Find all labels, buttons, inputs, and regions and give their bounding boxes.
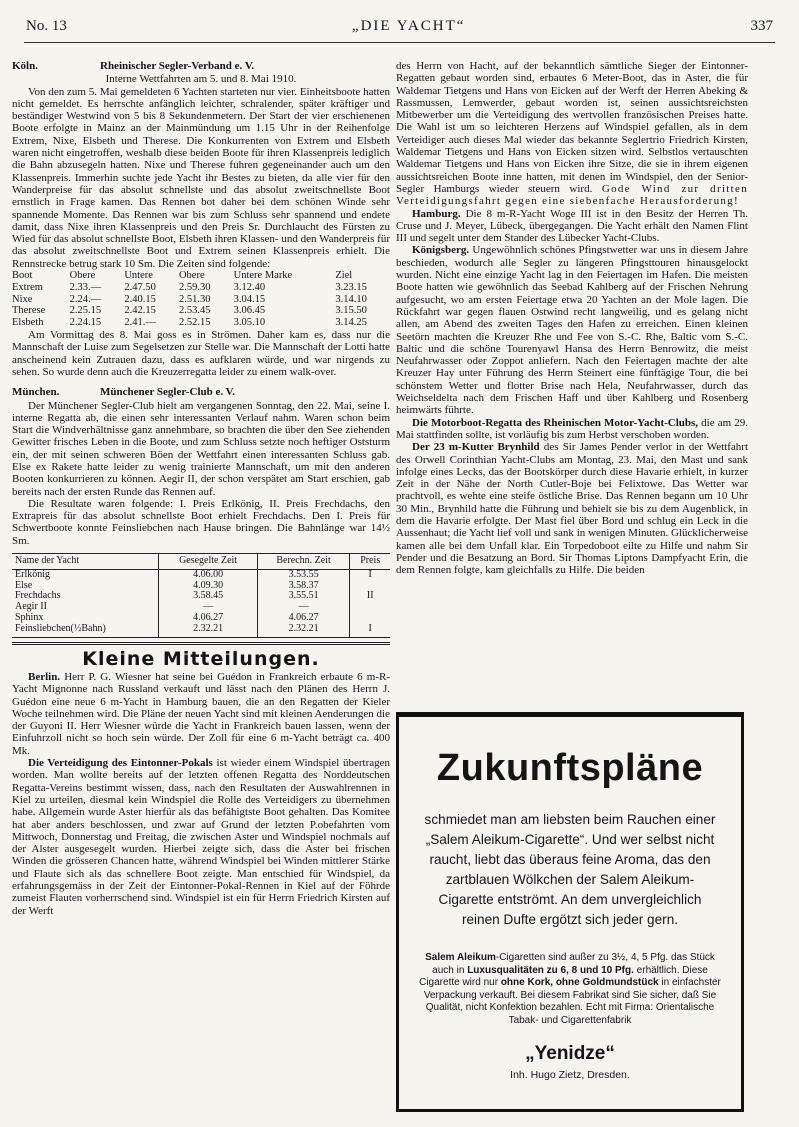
times-cell: 2.47.50: [124, 281, 156, 293]
results-cell: Aegir II: [15, 601, 47, 613]
muenchen-results-table: [12, 553, 390, 638]
koeln-times-table: [12, 270, 390, 329]
results-cell: II: [350, 591, 390, 602]
times-cell: 3.12.40: [233, 281, 266, 293]
city-hamburg: Hamburg.: [412, 207, 461, 220]
times-cell: 3.05.10: [233, 317, 266, 329]
city-koeln: Köln.: [12, 60, 38, 72]
times-header-cell: Ziel: [335, 270, 353, 282]
journal-title: „DIE YACHT“: [351, 18, 466, 34]
results-cell: 4.09.30: [159, 581, 257, 592]
city-muenchen: München.: [12, 386, 60, 399]
ad-brand: „Yenidze“: [525, 1043, 615, 1064]
ad-brand-small: Salem Aleikum: [425, 952, 496, 963]
page-number: 337: [750, 18, 773, 34]
times-header-cell: Untere Marke: [233, 270, 293, 282]
muenchen-heading: [12, 386, 390, 398]
muenchen-paragraph: Der Münchener Segler-Club hielt am vergangenen Sonntag, den 22. Mai, seine I. interne Regatta ab, die einen sehr interessanten Verlauf nahm. Waren schon beim Start die Windverhältnisse ganz annehmbare, so brachten die über den See ziehenden Gewitter frisches Leben in die Boote, und zum Schluss setzte noch heftiger Oststurm ein, der mit seinen schweren Böen der Wettfahrt einen interessanten Schluss gab. Else ex Rakete hatte leider zu wenig trainierte Mannschaft, um mit den anderen Booten konkurrieren zu können. Aegir II, der schon verspätet am Start erschien, gab bereits nach der ersten Runde das Rennen auf.: [12, 399, 390, 498]
ad-small-text: erhältlich. Diese Cigarette wird nur: [419, 964, 708, 988]
hamburg-text: Die 8 m-R-Yacht Woge III ist in den Besitz der Herren Th. Cruse und J. Meyer, Lübeck, übergegangen. Die Yacht erhält den Namen Flint III und segelt unter dem Stander des Lübecker Yacht-Clubs.: [396, 207, 748, 245]
kutter-text: des Sir James Pender verlor in der Wettfahrt des Orwell Corinthian Yacht-Clubs am Montag, 23. Mai, den Mast und sank infolge eines Lecks, das der Bootskörper durch diese Havarie erhielt, in kurzer Zeit in der Nähe der North Cutler-Boje bei Felixtowe. Das Wetter war prachtvoll, es wehte eine steife östliche Brise. Das Rennen begann um 10 Uhr 30 Min., Brynhild hatte die Führung und behielt sie bis zu dem Augenblick, in dem die Havarie erfolgte. Der Mast fiel über Bord und schlug ein Leck in die Aussenhaut; die Yacht lief voll und sank in wenigen Minuten. Glücklicherweise kamen alle bei dem Unfall klar. Ein Torpedoboot eilte zu Hilfe und nahm Sir Pender und die Besatzung an Bord. Sir Thomas Liptons Dampfyacht Erin, die dem Rennen folgte, kam gleichfalls zu Hilfe. Die beiden: [396, 441, 749, 577]
ad-small-text: in einfachster Verpackung verkauft. Bei diesem Fabrikat sind Sie sicher, daß Sie Qualität, nicht Konfektion bezahlen. Echt mit Firma: Orientalische Tabak- und Cigarettenfabrik: [423, 977, 721, 1026]
times-cell: 2.33.—: [69, 281, 102, 293]
times-row: [12, 282, 390, 294]
results-cell: 4.06.27: [159, 613, 257, 624]
times-cell: Extrem: [12, 281, 43, 293]
times-cell: 3.14.25: [335, 317, 367, 329]
koeln-heading: [12, 60, 390, 72]
pokal-paragraph: [12, 757, 390, 917]
times-cell: 3.23.15: [335, 281, 367, 293]
ad-bold-text: ohne Kork, ohne Goldmundstück: [500, 977, 659, 988]
results-cell: —: [159, 602, 257, 613]
results-cell: 3.58.45: [159, 591, 257, 602]
times-cell: 2.25.15: [69, 305, 102, 317]
ad-owner: Inh. Hugo Zietz, Dresden.: [510, 1069, 630, 1081]
results-cell: 3.55.51: [257, 591, 350, 602]
times-cell: 2.53.45: [178, 305, 211, 317]
results-header-row: [12, 554, 390, 570]
city-berlin: Berlin.: [28, 670, 61, 683]
results-cell: Erlkönig: [15, 568, 50, 580]
berlin-text: Herr P. G. Wiesner hat seine bei Guédon in Frankreich erbaute 6 m-R-Yacht Mignonne nach Russland verkauft und lässt nach den Plänen des Herrn J. Guédon eine neue 6 m-Yacht in Hamburg bauen, die an den Regatten der Kieler Woche teilnehmen wird. Die Pläne der neuen Yacht sind mit kleinen Aenderungen die der Guyoni II. Herr Wiesner würde die Yacht in Frankreich bauen lassen, wenn der Einfuhrzoll nicht so hoch sein würde. Der Zoll für eine 6 m-Yacht beträgt ca. 400 Mk.: [12, 670, 390, 757]
results-cell: 4.06.27: [257, 613, 350, 624]
results-cell: I: [350, 569, 390, 580]
times-row: [12, 294, 390, 306]
running-header: [26, 18, 773, 40]
results-header-cell: Preis: [350, 554, 390, 570]
times-cell: 2.51.30: [178, 293, 211, 305]
issue-number: No. 13: [26, 18, 67, 34]
motor-paragraph: [396, 417, 748, 442]
times-cell: 3.06.45: [233, 305, 266, 317]
times-header-cell: Boot: [12, 270, 33, 282]
times-cell: 3.14.10: [335, 293, 367, 305]
koenigsberg-paragraph: [396, 244, 748, 416]
results-cell: Sphinx: [15, 612, 44, 624]
section-divider: [12, 642, 390, 645]
times-cell: 2.59.30: [178, 281, 211, 293]
results-cell: Else: [15, 579, 33, 591]
left-column: [12, 60, 390, 917]
results-cell: 2.32.21: [159, 624, 257, 637]
times-cell: Therese: [12, 305, 46, 317]
times-cell: 3.04.15: [233, 293, 266, 305]
ad-luxury-text: Luxusqualitäten zu 6, 8 und 10 Pfg.: [467, 964, 634, 976]
koeln-subtitle: Interne Wettfahrten am 5. und 8. Mai 1910.: [105, 73, 297, 86]
results-row: [12, 569, 390, 580]
times-cell: Nixe: [12, 293, 33, 305]
ad-small-text: -Cigaretten sind außer zu 3½, 4, 5 Pfg. das Stück auch in: [432, 952, 715, 976]
times-row: [12, 305, 390, 317]
spaced-text: Gode Wind zur dritten Verteidigungsfahrt gegen eine siebenfache Herausforderung!: [396, 182, 749, 208]
results-cell: 3.53.55: [257, 569, 350, 580]
right-column: [396, 60, 748, 576]
pokal-text: ist wieder einem Windspiel übertragen worden. Man wollte bereits auf der letzten offenen Regatta des Norddeutschen Regatta-Vereins bestimmt wissen, dass, nach den Resultaten der Auswahlrennen in Kiel zu urteilen, diesmal kein Windspiel die Rolle des Verteidigers zu übernehmen habe. Allgemein wurde Aster hierfür als das befähigtste Boot gehalten. Das Komitee hat aber anders beschlossen, und zwar auf Grund der letzten P.obefahrten vom Mittwoch, Donnerstag und Freitag, die zwischen Aster und Windspiel nochmals auf der Alster ausgesegelt wurden. Hierbei zeigte sich, dass die Aster bei frischen Winden die grösseren Chancen hatte, während Windspiel bei Winden mittlerer Stärke und Flaute sich als das schnellere Boot zeigte. Man entschied für Windspiel, da erfahrungsgemäss in der Zeit der Eintonner-Pokal-Rennen in Kiel auf der Föhrde zumeist Flauten vorherrschend sind. Windspiel ist ein für Herrn Friedrich Kirsten auf der Werft: [12, 757, 391, 917]
kutter-paragraph: [396, 441, 748, 576]
city-koenigsberg: Königsberg.: [412, 244, 470, 257]
times-header-row: [12, 270, 390, 282]
header-rule: [24, 42, 775, 43]
times-header-cell: Obere: [178, 270, 205, 282]
club-name: Rheinischer Segler-Verband e. V.: [100, 60, 255, 72]
times-cell: 2.24.15: [69, 317, 102, 329]
results-cell: —: [257, 602, 350, 613]
times-cell: Elsbeth: [12, 317, 44, 329]
results-header-cell: Gesegelte Zeit: [159, 554, 257, 570]
results-header-cell: Berechn. Zeit: [257, 554, 350, 570]
continuation-text: des Herrn von Hacht, auf der bekanntlich sämtliche Sieger der Eintonner-Regatten gebaut worden sind, erbautes 6 Meter-Boot, das in Aster, die für Waldemar Tietgens und Hans von Eicken auf der Werft der Herren Abeking & Rassmussen, Lemwerder, gebaut worden ist, seinen aussichtsreichsten Mitbewerber um die Verteidigung des wertvollen französischen Preises hatte. Die Wahl ist um so leichteren Herzens auf Windspiel gefallen, als in dem Verteidiger auch dieses Mal wieder das bekannte Seglertrio Friedrich Kirsten, Waldemar Tietgens und Hans von Eicken sitzen wird. Selbstlos vertauschten Waldemar Tietgens und Hans von Eicken ihre Sitze, die sie in ihrem eigenen aussichtsreichen Boote inne hatten, mit denen im Windspiel, den der Senior-Segler Hamburgs wieder steuern wird.: [396, 60, 748, 195]
motor-heading: Die Motorboot-Regatta des Rheinischen Motor-Yacht-Clubs,: [412, 416, 699, 429]
times-cell: 2.40.15: [124, 293, 156, 305]
times-header-cell: Untere: [124, 270, 153, 282]
hamburg-paragraph: [396, 208, 748, 245]
results-header-cell: Name der Yacht: [12, 554, 159, 570]
pokal-heading: Die Verteidigung des Eintonner-Pokals: [28, 757, 213, 770]
section-title: Kleine Mitteilungen.: [82, 647, 320, 670]
ad-small-print: [413, 952, 727, 1027]
times-cell: 2.52.15: [178, 317, 211, 329]
results-row: [12, 624, 390, 637]
ad-headline: Zukunftspläne: [436, 747, 704, 789]
koeln-paragraph: Von den zum 5. Mai gemeldeten 6 Yachten starteten nur vier. Einheitsboote hatten nicht gemeldet. Es herrschte anfänglich leichter, schralender, später kräftiger und beständiger Westwind von 5 bis 8 Sekundenmetern. Der Start der vier erschienenen Boote erfolgte in Mainz an der Mainmündung um 1.15 Uhr in der Reihenfolge Extrem, Nixe, Elsbeth und Therese. Die Konkurrenten von Extrem und Elsbeth waren nicht eingetroffen, weshalb diese beiden Boote für ihren Klassenpreis lediglich die Bahn abzusegeln hatten. Nixe und Therese fuhren gegeneinander auch um den Klassenpreis. Immerhin suchte jede Yacht ihr Bestes zu bieten, da alle vier für den Wanderpreise für das absolut schnellste und das absolut zweitschnellste Boot ernstlich in Frage kamen. Das Rennen bot daher bei dem schönen Winde sehr spannende Momente. Das Rennen war bis zum Schluss sehr spannend und endete damit, dass Nixe ihren Klassenpreis und den Preis Sr. Durchlaucht des Fürsten zu Wied für das absolut schnellste Boot, Elsbeth ihren Klassen- und den Wanderpreis für das absolut zweitschnellste Boot und Extrem seinen Klassenpreis erhielt. Die Rennstrecke betrug stark 10 Sm. Die Zeiten sind folgende:: [12, 85, 390, 270]
berlin-paragraph: [12, 671, 390, 757]
muenchen-paragraph: Die Resultate waren folgende: I. Preis Erlkönig, II. Preis Frechdachs, den Extrapreis für das absolut schnellste Boot erhielt Frechdachs. Den I. Preis für Schwertboote konnte Feinsliebchen nach Hause bringen. Die Bahnlänge war 14½ Sm.: [12, 497, 390, 547]
koenigsberg-text: Ungewöhnlich schönes Pfingstwetter war uns in diesem Jahre beschieden, wodurch alle Segler zu längeren Pfingsttouren hinausgelockt wurden. Nicht eine einzige Yacht lag in den Feiertagen im Hafen. Die meisten Boote hatten wie gewöhnlich das Seebad Kahlberg auf der Frischen Nehrung aufgesucht, wo am ersten Feiertage etwa 20 Yachten an der Mole lagen. Die Rückfahrt war gegen flauen Ostwind recht langweilig, und es gelang nicht allen, am Abend des zweiten Tages den Hafen zu erreichen. Einen kleinen Seetörn machten die Kreuzer Rhe und Fee von S.-C. Rhe, Baltic vom S.-C. Baltic und die schöne Tourenyawl Hansa des Herrn Benrowitz, die meist Neufahrwasser oder Zoppot anliefern. Nach den Feiertagen machte der alte Kreuzer Hay unter Führung des Herrn Steinert eine fünftägige Tour, die bei schönstem Wetter und flotter Brise nach Hela, Neufahrwasser, durch das Weichseldelta nach dem Frischen Haff und über Kahlberg und Rosenberg heimwärts führte.: [396, 244, 749, 417]
results-cell: 4.06.00: [159, 569, 257, 580]
club-name: Münchener Segler-Club e. V.: [100, 386, 235, 399]
times-cell: 2.24.—: [69, 293, 102, 305]
results-cell: [350, 602, 390, 613]
continuation-paragraph: [396, 60, 748, 208]
ad-body: schmiedet man am liebsten beim Rauchen einer „Salem Aleikum-Cigarette“. Und wer selbst nicht raucht, liebt das überaus feine Aroma, das den zartblauen Wölkchen der Salem Aleikum-Cigarette entströmt. An dem unvergleichlich reinen Dufte ergötzt sich jeder gern.: [424, 812, 716, 927]
results-row: [12, 591, 390, 602]
times-cell: 3.15.50: [335, 305, 367, 317]
motor-text: die am 29. Mai stattfinden sollte, ist vorläufig bis zum Herbst verschoben worden.: [396, 416, 748, 441]
results-cell: Frechdachs: [15, 590, 61, 602]
times-cell: 2.41.—: [124, 317, 156, 329]
times-cell: 2.42.15: [124, 305, 156, 317]
koeln-paragraph: Am Vormittag des 8. Mai goss es in Strömen. Daher kam es, dass nur die Mannschaft der Luise zum Segelsetzen zur Stelle war. Die Mannschaft der Lotti hatte anscheinend kein Zutrauen dazu, dass es aufklaren würde, und war nirgends zu sehen. So wurde denn auch die Kreuzerregatta leider zu einem walk-over.: [12, 329, 390, 378]
results-cell: 3.58.37: [257, 581, 350, 592]
results-cell: 2.32.21: [257, 624, 350, 637]
kutter-heading: Der 23 m-Kutter Brynhild: [412, 441, 540, 454]
results-cell: I: [350, 624, 390, 637]
cigarette-advertisement: [396, 712, 744, 1112]
times-row: [12, 317, 390, 329]
results-cell: Feinsliebchen(½Bahn): [12, 624, 159, 637]
times-header-cell: Obere: [69, 270, 96, 282]
